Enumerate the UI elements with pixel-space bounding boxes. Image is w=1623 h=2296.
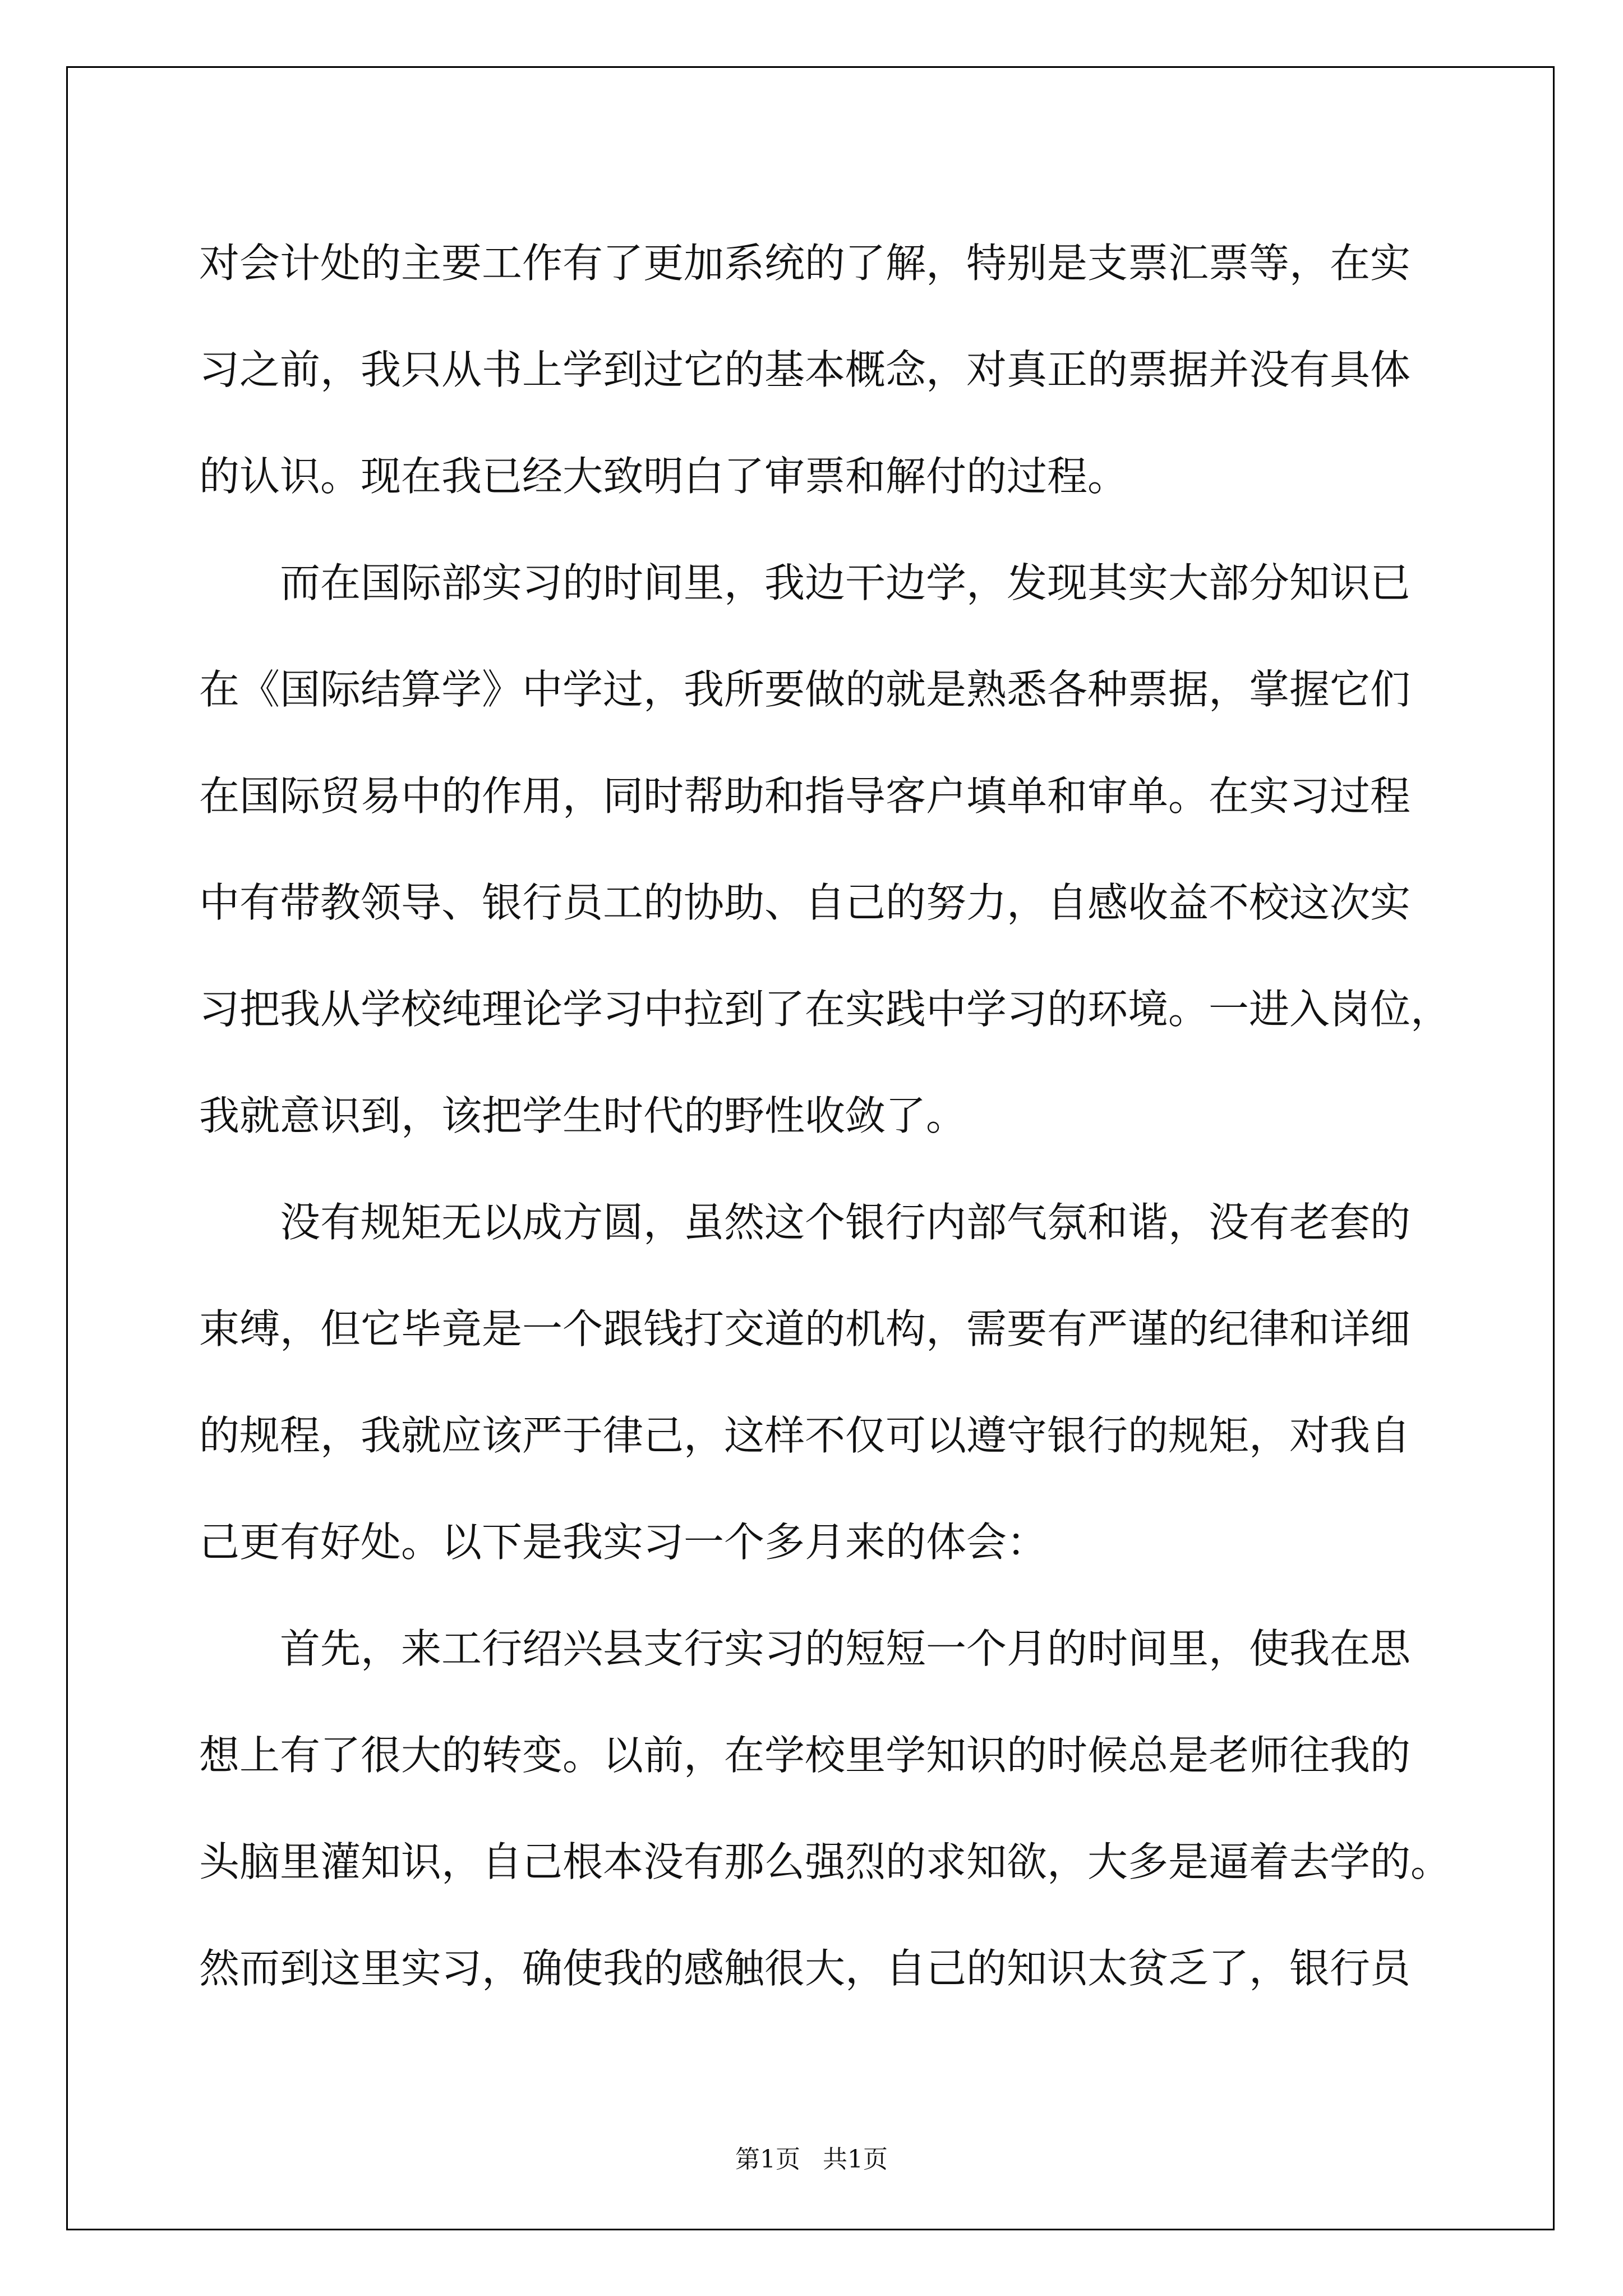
document-body (199, 210, 1451, 2022)
text-line: 头脑里灌知识，自己根本没有那么强烈的求知欲，大多是逼着去学的。 (199, 1838, 1451, 1885)
text-line: 束缚，但它毕竟是一个跟钱打交道的机构，需要有严谨的纪律和详细 (199, 1305, 1411, 1352)
text-line: 对会计处的主要工作有了更加系统的了解，特别是支票汇票等，在实 (199, 240, 1411, 287)
text-line: 没有规矩无以成方圆，虽然这个银行内部气氛和谐，没有老套的 (280, 1199, 1411, 1246)
text-line: 中有带教领导、银行员工的协助、自己的努力，自感收益不校这次实 (199, 879, 1411, 926)
text-line: 习之前，我只从书上学到过它的基本概念，对真正的票据并没有具体 (199, 346, 1411, 393)
text-line: 在《国际结算学》中学过，我所要做的就是熟悉各种票据，掌握它们 (199, 666, 1411, 713)
text-line: 想上有了很大的转变。以前，在学校里学知识的时候总是老师往我的 (199, 1732, 1411, 1779)
text-line: 我就意识到，该把学生时代的野性收敛了。 (199, 1092, 967, 1139)
page-number-total: 共1页 (823, 2145, 888, 2174)
page-number-current: 第1页 (735, 2145, 800, 2174)
page-footer (0, 2143, 1623, 2177)
text-line: 在国际贸易中的作用，同时帮助和指导客户填单和审单。在实习过程 (199, 772, 1411, 820)
text-line: 然而到这里实习，确使我的感触很大，自己的知识太贫乏了，银行员 (199, 1945, 1411, 1992)
text-line: 的规程，我就应该严于律己，这样不仅可以遵守银行的规矩，对我自 (199, 1412, 1411, 1459)
text-line: 习把我从学校纯理论学习中拉到了在实践中学习的环境。一进入岗位， (199, 986, 1451, 1033)
text-line: 而在国际部实习的时间里，我边干边学，发现其实大部分知识已 (280, 559, 1411, 606)
text-line: 首先，来工行绍兴县支行实习的短短一个月的时间里，使我在思 (280, 1625, 1411, 1672)
text-line: 己更有好处。以下是我实习一个多月来的体会： (199, 1519, 1048, 1566)
text-line: 的认识。现在我已经大致明白了审票和解付的过程。 (199, 453, 1128, 500)
